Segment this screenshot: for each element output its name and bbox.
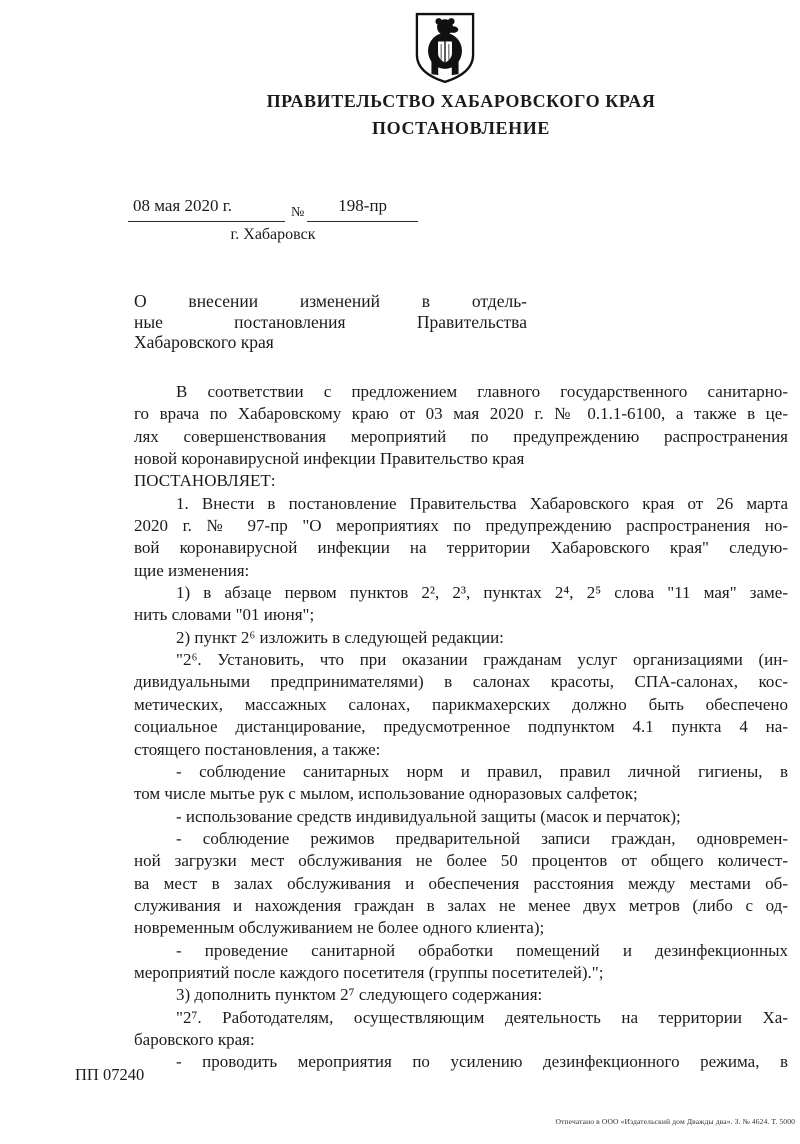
body-line: 1) в абзаце первом пунктов 2², 2³, пунктах 2⁴, 2⁵ слова "11 мая" заме-: [176, 583, 788, 603]
doc-title: [134, 291, 527, 353]
body: [134, 381, 788, 1074]
doc-type: ПОСТАНОВЛЕНИЕ: [372, 118, 550, 138]
date-number-block: [128, 196, 418, 244]
body-line: дивидуальными предпринимателями) в салонах красоты, СПА-салонах, кос-: [134, 672, 788, 692]
doc-code: ПП 07240: [75, 1065, 145, 1084]
body-line: - соблюдение санитарных норм и правил, правил личной гигиены, в: [176, 761, 788, 781]
body-line: "2⁷. Работодателям, осуществляющим деятельность на территории Ха-: [176, 1007, 788, 1027]
body-line: новой коронавирусной инфекции Правительство края: [134, 449, 525, 469]
body-line: 3) дополнить пунктом 2⁷ следующего содержания:: [176, 985, 543, 1005]
body-line: 2) пункт 2⁶ изложить в следующей редакции:: [176, 627, 504, 647]
print-info: Отпечатано в ООО «Издательский дом Дважды два». З. № 4624. Т. 5000: [555, 1117, 795, 1126]
city-label: г. Хабаровск: [230, 226, 316, 243]
doc-title-line: ные постановления Правительства: [134, 311, 527, 332]
number-value: 198-пр: [307, 196, 418, 222]
body-line: лях совершенствования мероприятий по предупреждению распространения: [134, 426, 788, 446]
coat-of-arms-icon: [414, 12, 476, 84]
body-line: 2020 г. № 97-пр "О мероприятиях по предупреждению распространения но-: [134, 516, 788, 536]
body-line: - использование средств индивидуальной защиты (масок и перчаток);: [176, 806, 681, 826]
body-line: щие изменения:: [134, 560, 250, 580]
body-line: новременным обслуживанием не более одного клиента);: [134, 918, 545, 938]
number-sign: №: [291, 205, 305, 220]
body-line: го врача по Хабаровскому краю от 03 мая 2020 г. № 0.1.1-6100, а также в це-: [134, 404, 788, 424]
body-line: социальное дистанцирование, предусмотренное подпунктом 4.1 пункта 4 на-: [134, 717, 788, 737]
body-line: ва мест в залах обслуживания и обеспечения расстояния между местами об-: [134, 873, 788, 893]
org-name: ПРАВИТЕЛЬСТВО ХАБАРОВСКОГО КРАЯ: [266, 91, 656, 111]
body-line: - соблюдение режимов предварительной записи граждан, одновремен-: [176, 828, 788, 848]
body-line: стоящего постановления, а также:: [134, 739, 381, 759]
body-line: ПОСТАНОВЛЯЕТ:: [134, 471, 276, 491]
doc-title-line: Хабаровского края: [134, 332, 274, 353]
body-line: В соответствии с предложением главного государственного санитарно-: [176, 382, 788, 401]
body-line: баровского края:: [134, 1029, 255, 1049]
body-line: 1. Внести в постановление Правительства Хабаровского края от 26 марта: [176, 493, 788, 513]
body-line: мероприятий после каждого посетителя (группы посетителей).";: [134, 962, 604, 982]
document-header: [134, 90, 788, 139]
body-line: метических, массажных салонах, парикмахерских должно быть обеспечено: [134, 694, 788, 714]
body-line: - проведение санитарной обработки помещений и дезинфекционных: [176, 940, 788, 960]
body-line: ной загрузки мест обслуживания не более 50 процентов от общего количест-: [134, 851, 788, 871]
body-line: вой коронавирусной инфекции на территории Хабаровского края" следую-: [134, 538, 788, 558]
body-line: "2⁶. Установить, что при оказании гражданам услуг организациями (ин-: [176, 650, 788, 670]
date-value: 08 мая 2020 г.: [128, 196, 285, 222]
doc-title-line: О внесении изменений в отдель-: [134, 291, 527, 311]
body-line: служивания и нахождения граждан в залах не менее двух метров (либо с од-: [134, 895, 788, 915]
body-line: - проводить мероприятия по усилению дезинфекционного режима, в: [176, 1052, 788, 1072]
body-line: том числе мытье рук с мылом, использование одноразовых салфеток;: [134, 784, 638, 804]
body-line: нить словами "01 июня";: [134, 605, 315, 625]
